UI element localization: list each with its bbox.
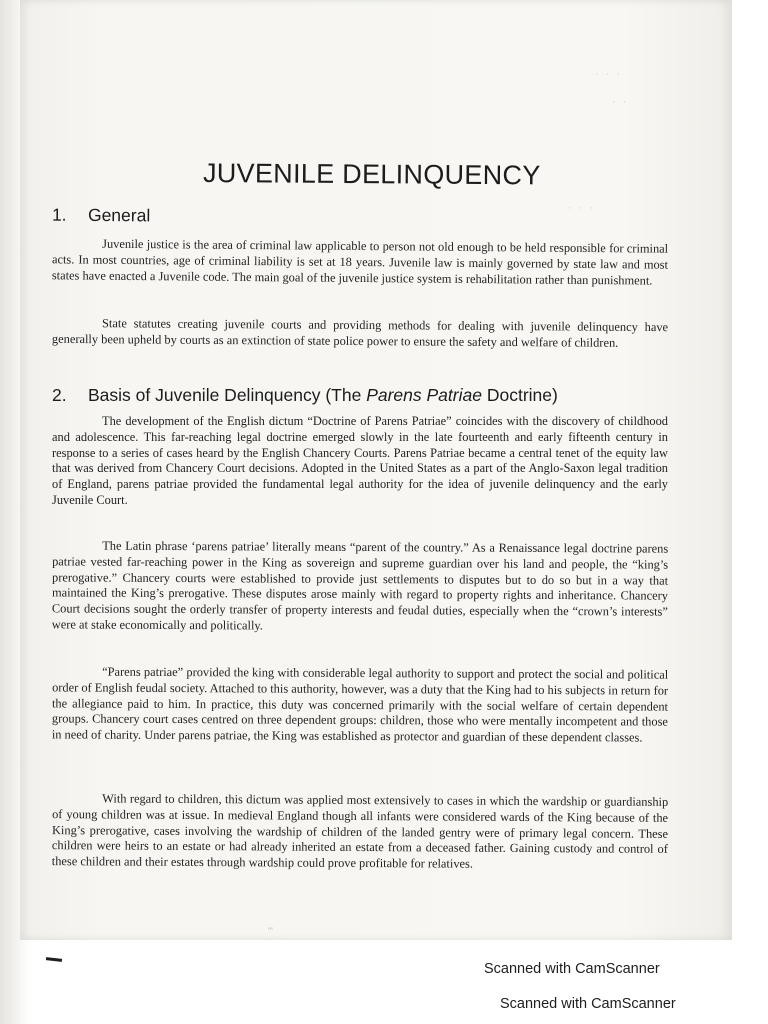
paragraph: Juvenile justice is the area of criminal law applicable to person not old enough to be held responsible for criminal acts. In most countries, age of criminal liability is set at 18 years. Juvenile law is mainly governed by state law and most states have enacted a Juvenile code. The main goal of the juvenile justice system is rehabilitation rather than punishment. [51,236,669,288]
paragraph: The Latin phrase ‘parens patriae’ literally means “parent of the country.” As a Renaissance legal doctrine parens patriae vested far-reaching power in the King as sovereign and supreme guardian over his land and people, the “king’s prerogative.” Chancery courts were established to provide just settlements to disputes but to do so but in a way that maintained the King’s prerogative. These disputes arose mainly with regard to property rights and inheritance. Chancery Court decisions sought the orderly transfer of property interests and feudal duties, especially when the “crown’s interests” were at stake economically and politically. [51,538,669,633]
bleed-through-mark: · · · [568,202,596,214]
section-heading-prefix: Basis of Juvenile Delinquency (The [88,385,367,405]
paragraph: “Parens patriae” provided the king with considerable legal authority to support and protect the social and political order of English feudal society. Attached to this authority, however, was a duty that the King had to his subjects in return for the allegiance paid to him. In practice, this duty was concerned primarily with the social welfare of certain dependent groups. Chancery court cases centred on three dependent groups: children, those who were mentally incompetent and those in need of charity. Under parens patriae, the King was established as protector and guardian of these dependent classes. [51,664,669,745]
bleed-through-mark: · · [612,96,629,108]
camscanner-watermark: Scanned with CamScanner [500,996,676,1012]
scan-edge-mark [46,957,62,962]
camscanner-watermark: Scanned with CamScanner [484,961,660,977]
page-title: JUVENILE DELINQUENCY [202,158,541,191]
section-heading-basis [52,385,558,406]
bleed-through-mark: · · · [595,68,623,80]
section-number: 2. [52,385,67,405]
section-heading-general [52,205,150,227]
section-heading-italic: Parens Patriae [366,385,482,405]
section-heading-text: General [87,204,151,226]
paragraph: State statutes creating juvenile courts and providing methods for dealing with juvenile delinquency have generally been upheld by courts as an extinction of state police power to ensure the safety and welfare of children. [51,316,669,350]
scan-speck: ''' [268,926,273,936]
paragraph: The development of the English dictum “Doctrine of Parens Patriae” coincides with the discovery of childhood and adolescence. This far-reaching legal doctrine emerged slowly in the late fourteenth and early fifteenth century in response to a series of cases heard by the English Chancery Courts. Parens Patriae became a central tenet of the equity law that was derived from Chancery Court decisions. Adopted in the United States as a part of the Anglo-Saxon legal tradition of England, parens patriae provided the fundamental legal authority for the idea of juvenile delinquency and the early Juvenile Court. [52,414,668,507]
section-heading-suffix: Doctrine) [481,385,558,405]
section-number: 1. [51,204,67,225]
paragraph: With regard to children, this dictum was applied most extensively to cases in which the wardship or guardianship of young children was at issue. In medieval England though all infants were considered wards of the King because of the King’s prerogative, cases involving the wardship of children of the landed gentry were of primary legal concern. These children were heirs to an estate or had already inherited an estate from a deceased father. Gaining custody and control of these children and their estates through wardship could prove profitable for relatives. [51,791,669,871]
